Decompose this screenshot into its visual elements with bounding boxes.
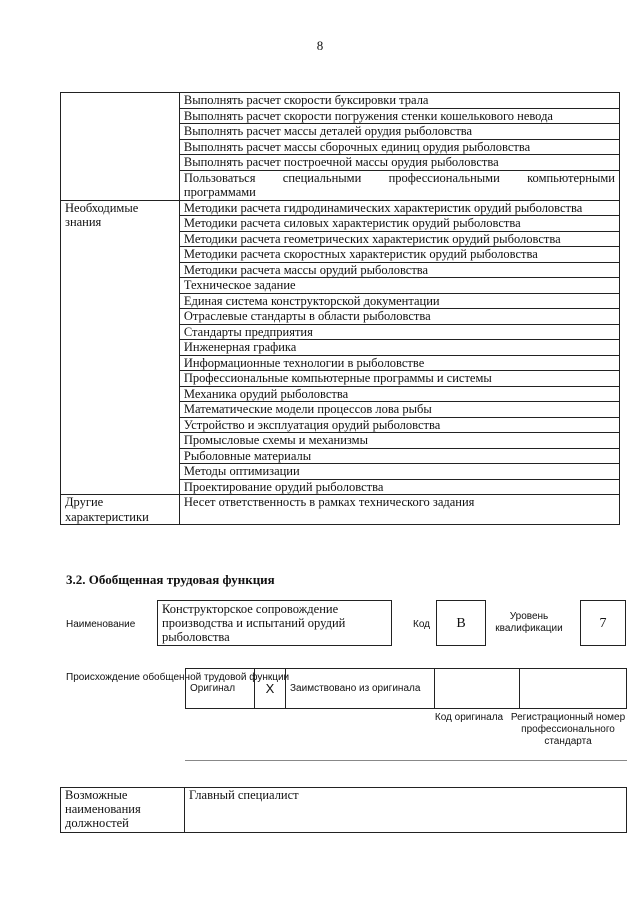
list-item: Выполнять расчет построечной массы орудия рыболовства [179, 155, 619, 171]
row-label [61, 93, 180, 201]
row-label: Другие характеристики [61, 495, 180, 525]
list-item: Промысловые схемы и механизмы [179, 433, 619, 449]
origin-reg-cell [520, 669, 627, 709]
page-number: 8 [316, 38, 324, 53]
list-item-text: Пользоваться специальными профессиональными компьютерными программами [183, 170, 615, 199]
list-item: Выполнять расчет скорости буксировки трала [179, 93, 619, 109]
table-row [61, 495, 620, 525]
list-item: Выполнять расчет массы сборочных единиц орудия рыболовства [179, 139, 619, 155]
origin-label: Происхождение обобщенной трудовой функции [66, 672, 290, 683]
table-row [61, 200, 620, 216]
list-item: Рыболовные материалы [179, 448, 619, 464]
origin-code-cell [435, 669, 520, 709]
list-item: Методики расчета массы орудий рыболовства [179, 262, 619, 278]
origin-borrowed-cell: Заимствовано из оригинала [286, 669, 435, 709]
list-item: Профессиональные компьютерные программы и системы [179, 371, 619, 387]
list-item: Методы оптимизации [179, 464, 619, 480]
naimenovanie-value: Конструкторское сопровождение производства и испытаний орудий рыболовства [157, 600, 392, 646]
row-label: Необходимые знания [61, 200, 180, 495]
skills-table [60, 92, 620, 525]
caption-code: Код оригинала [434, 712, 504, 723]
positions-value: Главный специалист [185, 788, 627, 833]
kod-label: Код [413, 619, 431, 630]
list-item: Выполнять расчет скорости погружения стенки кошелькового невода [179, 108, 619, 124]
section-title: 3.2. Обобщенная трудовая функция [66, 572, 275, 587]
naimenovanie-label: Наименование [66, 619, 136, 630]
list-item: Механика орудий рыболовства [179, 386, 619, 402]
positions-table [60, 787, 627, 833]
list-item: Отраслевые стандарты в области рыболовства [179, 309, 619, 325]
caption-reg: Регистрационный номер профессионального стандарта [510, 712, 626, 747]
divider-line [185, 760, 627, 761]
list-item: Несет ответственность в рамках технического задания [179, 495, 619, 525]
list-item: Методики расчета скоростных характеристик орудий рыболовства [179, 247, 619, 263]
list-item: Методики расчета геометрических характеристик орудий рыболовства [179, 231, 619, 247]
list-item: Стандарты предприятия [179, 324, 619, 340]
list-item: Единая система конструкторской документации [179, 293, 619, 309]
origin-mark-cell: X [255, 669, 286, 709]
list-item: Техническое задание [179, 278, 619, 294]
list-item: Устройство и эксплуатация орудий рыболовства [179, 417, 619, 433]
list-item: Информационные технологии в рыболовстве [179, 355, 619, 371]
kod-value: B [436, 600, 486, 646]
list-item [179, 170, 619, 200]
origin-table [185, 668, 627, 709]
origin-original-cell: Оригинал [186, 669, 255, 709]
list-item: Математические модели процессов лова рыбы [179, 402, 619, 418]
list-item: Инженерная графика [179, 340, 619, 356]
level-value: 7 [580, 600, 626, 646]
list-item: Методики расчета гидродинамических характеристик орудий рыболовства [179, 200, 619, 216]
level-label: Уровень квалификации [495, 611, 563, 634]
table-row [61, 93, 620, 109]
list-item: Выполнять расчет массы деталей орудия рыболовства [179, 124, 619, 140]
list-item: Проектирование орудий рыболовства [179, 479, 619, 495]
positions-label: Возможные наименования должностей [61, 788, 185, 833]
list-item: Методики расчета силовых характеристик орудий рыболовства [179, 216, 619, 232]
